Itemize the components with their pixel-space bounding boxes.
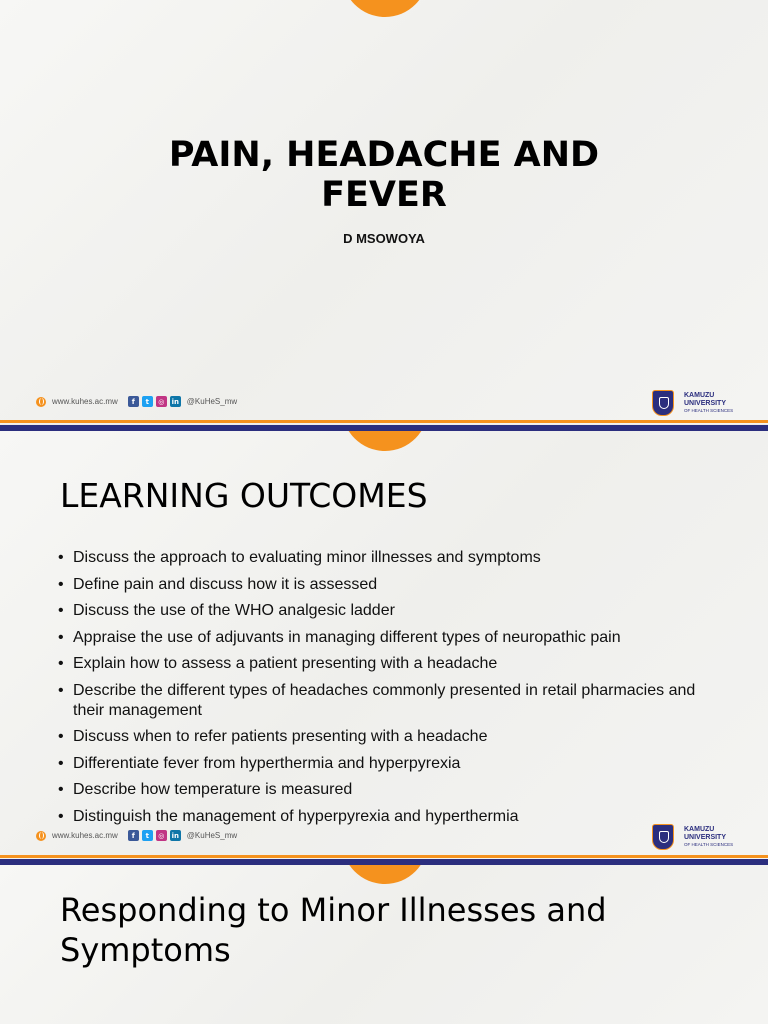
social-handle[interactable]: @KuHeS_mw (186, 831, 238, 840)
author-name: D MSOWOYA (343, 231, 425, 246)
university-name-line2: UNIVERSITY (684, 400, 727, 407)
orange-semicircle (342, 0, 428, 17)
list-item: • Describe the different types of headaches commonly presented in retail pharmacies and their management (58, 681, 728, 721)
instagram-icon[interactable]: ◎ (156, 396, 167, 407)
university-name-line1: KAMUZU (684, 826, 715, 833)
website-url[interactable]: www.kuhes.ac.mw (52, 397, 118, 406)
list-item: • Discuss when to refer patients presenting with a headache (58, 727, 728, 747)
learning-outcomes-list (58, 548, 728, 833)
list-item: • Explain how to assess a patient presenting with a headache (58, 654, 728, 674)
crest-icon (652, 390, 674, 416)
university-name-line3: OF HEALTH SCIENCES (684, 842, 734, 847)
linkedin-icon[interactable]: in (171, 397, 179, 406)
twitter-icon[interactable]: t (142, 830, 153, 841)
university-logo (652, 824, 733, 850)
list-item: • Define pain and discuss how it is assessed (58, 575, 728, 595)
facebook-icon[interactable]: f (128, 396, 139, 407)
slide-3-title-line1: Responding to Minor Illnesses and (60, 891, 607, 929)
footer-stripe-orange (0, 855, 768, 858)
list-item: • Describe how temperature is measured (58, 780, 728, 800)
university-name-line3: OF HEALTH SCIENCES (684, 408, 734, 413)
list-item: • Differentiate fever from hyperthermia and hyperpyrexia (58, 754, 728, 774)
slide-1-title (0, 135, 768, 215)
orange-semicircle (342, 431, 428, 451)
social-handle[interactable]: @KuHeS_mw (186, 397, 238, 406)
facebook-icon[interactable]: f (128, 830, 139, 841)
twitter-icon[interactable]: t (142, 396, 153, 407)
slide-1-title-line1: PAIN, HEADACHE AND (168, 135, 600, 175)
slide-3-title-line2: Symptoms (60, 931, 231, 969)
instagram-icon[interactable]: ◎ (156, 830, 167, 841)
list-item: • Distinguish the management of hyperpyrexia and hyperthermia (58, 807, 728, 827)
list-item: • Appraise the use of adjuvants in managing different types of neuropathic pain (58, 628, 728, 648)
website-url[interactable]: www.kuhes.ac.mw (52, 831, 118, 840)
linkedin-icon[interactable]: in (171, 831, 179, 840)
footer-links (36, 830, 237, 841)
university-name (684, 392, 733, 414)
orange-semicircle (342, 865, 428, 884)
university-name (684, 826, 733, 848)
slide-3-title (60, 890, 607, 970)
slide-2-title: LEARNING OUTCOMES (60, 476, 428, 515)
university-name-line2: UNIVERSITY (684, 834, 727, 841)
list-item: • Discuss the use of the WHO analgesic ladder (58, 601, 728, 621)
slide-1-title-line2: FEVER (321, 175, 447, 215)
footer-links (36, 396, 237, 407)
globe-icon (36, 397, 46, 407)
crest-icon (652, 824, 674, 850)
list-item: • Discuss the approach to evaluating minor illnesses and symptoms (58, 548, 728, 568)
university-name-line1: KAMUZU (684, 392, 715, 399)
footer-stripe-orange (0, 420, 768, 423)
globe-icon (36, 831, 46, 841)
slide-1 (0, 0, 768, 424)
university-logo (652, 390, 733, 416)
